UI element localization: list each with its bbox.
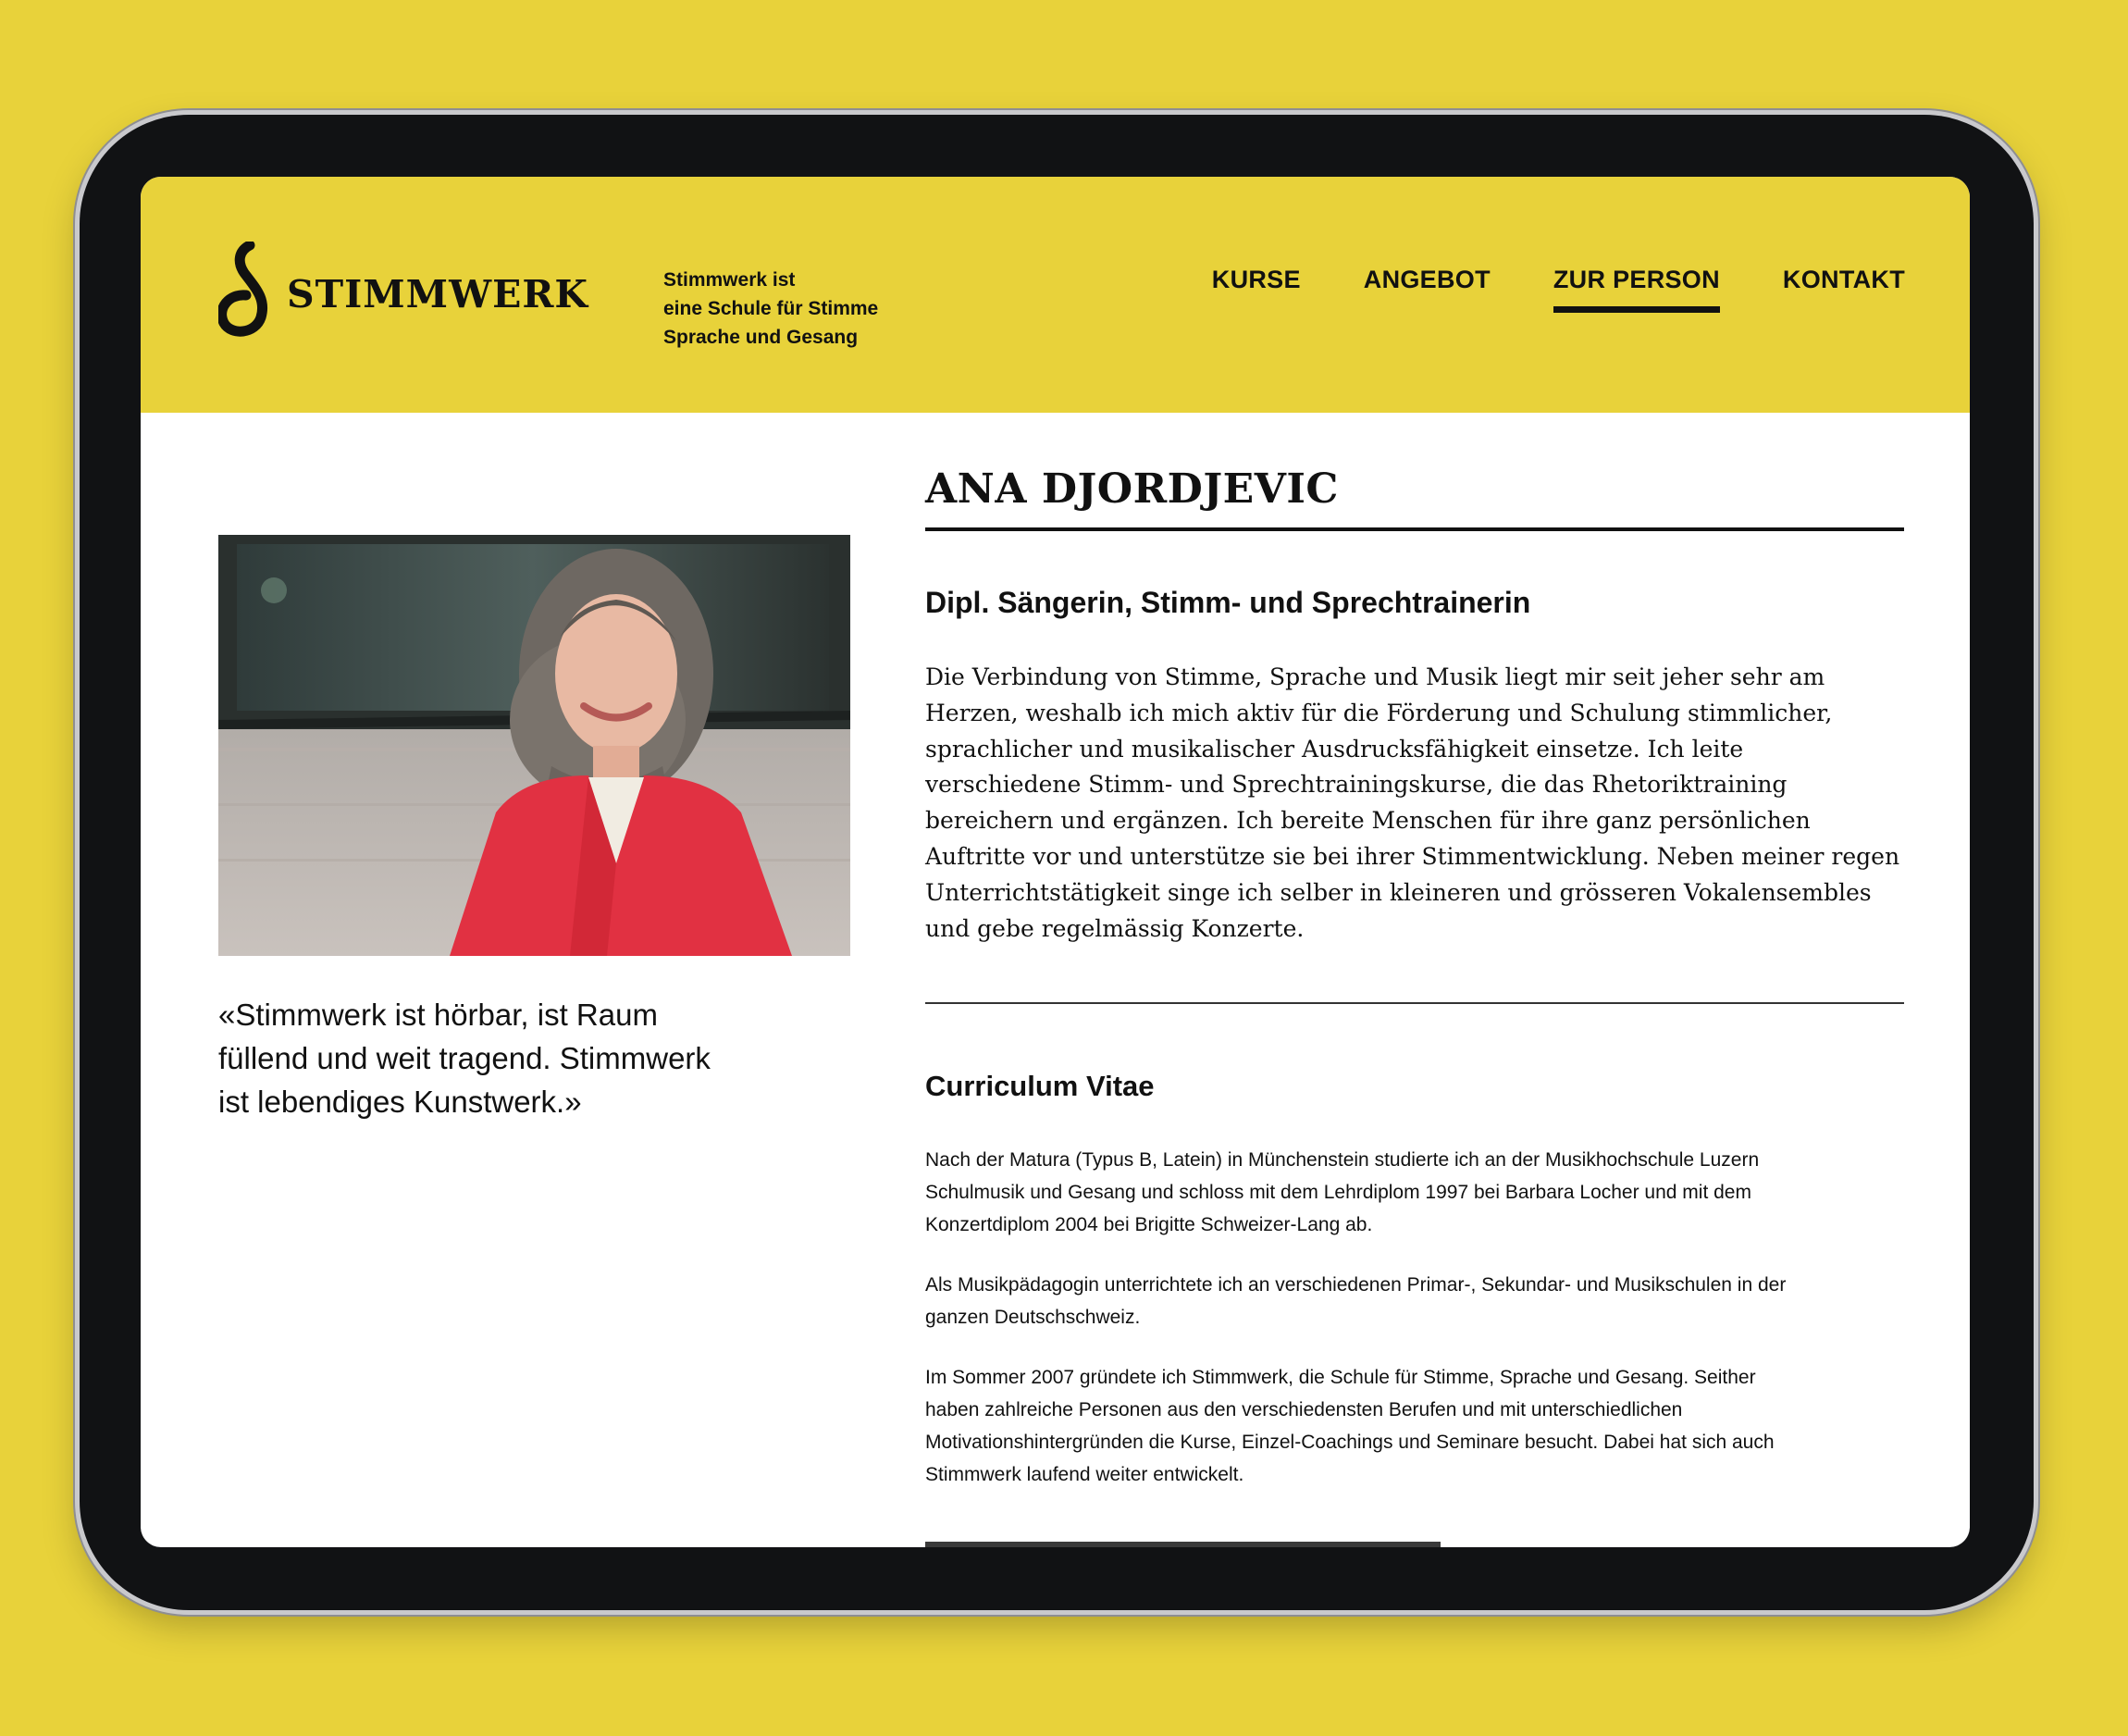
- logo-text: STIMMWERK: [287, 272, 589, 316]
- bio-paragraph: [925, 660, 1904, 947]
- scroll-edge-bar: [925, 1542, 1441, 1547]
- bio-line: Unterrichtstätigkeit singe ich selber in kleineren und grösseren Vokalensembles: [925, 878, 1872, 906]
- section-divider: [925, 1002, 1904, 1004]
- cv-paragraph: [925, 1144, 1904, 1241]
- cv-line: Konzertdiplom 2004 bei Brigitte Schweizer-Lang ab.: [925, 1214, 1373, 1235]
- portrait-photo: [218, 535, 850, 956]
- cv-line: Motivationshintergründen die Kurse, Einzel-Coachings und Seminare besucht. Dabei hat sich auch: [925, 1432, 1775, 1453]
- tagline: [663, 266, 922, 352]
- nav-item-zur-person[interactable]: ZUR PERSON: [1553, 266, 1720, 313]
- cv-line: Im Sommer 2007 gründete ich Stimmwerk, die Schule für Stimme, Sprache und Gesang. Seither: [925, 1367, 1756, 1388]
- portrait-image: [218, 535, 850, 956]
- logo-mark-icon: [218, 242, 268, 338]
- tagline-line: Sprache und Gesang: [663, 327, 859, 348]
- role-heading: Dipl. Sängerin, Stimm- und Sprechtrainerin: [925, 586, 1531, 619]
- browser-screen: [141, 177, 1970, 1547]
- main-nav: [1212, 266, 1905, 313]
- quote-line: «Stimmwerk ist hörbar, ist Raum: [218, 998, 658, 1032]
- quote: [218, 993, 773, 1123]
- cv-paragraph: [925, 1269, 1904, 1333]
- bio-line: und gebe regelmässig Konzerte.: [925, 914, 1305, 942]
- site-header: [141, 177, 1970, 413]
- quote-line: füllend und weit tragend. Stimmwerk: [218, 1041, 711, 1075]
- tagline-line: Stimmwerk ist: [663, 269, 796, 291]
- cv-line: Schulmusik und Gesang und schloss mit dem Lehrdiplom 1997 bei Barbara Locher und mit dem: [925, 1182, 1751, 1203]
- bio-line: verschiedene Stimm- und Sprechtrainingskurse, die das Rhetoriktraining: [925, 771, 1788, 799]
- bio-line: bereichern und ergänzen. Ich bereite Menschen für ihre ganz persönlichen: [925, 807, 1811, 835]
- tagline-line: eine Schule für Stimme: [663, 298, 879, 319]
- cv-paragraph: [925, 1361, 1904, 1491]
- cv-heading: Curriculum Vitae: [925, 1070, 1155, 1102]
- quote-line: ist lebendiges Kunstwerk.»: [218, 1085, 582, 1119]
- cv-line: Als Musikpädagogin unterrichtete ich an verschiedenen Primar-, Sekundar- und Musikschulen in der: [925, 1274, 1787, 1296]
- cv-line: ganzen Deutschschweiz.: [925, 1307, 1141, 1328]
- bio-line: sprachlicher und musikalischer Ausdrucksfähigkeit einsetze. Ich leite: [925, 735, 1744, 763]
- page-title: ANA DJORDJEVIC: [925, 465, 1904, 531]
- nav-item-kurse[interactable]: KURSE: [1211, 266, 1301, 293]
- cv-line: Stimmwerk laufend weiter entwickelt.: [925, 1464, 1244, 1485]
- logo[interactable]: [218, 242, 588, 338]
- bio-line: Die Verbindung von Stimme, Sprache und Musik liegt mir seit jeher sehr am: [925, 663, 1825, 690]
- nav-item-angebot[interactable]: ANGEBOT: [1363, 266, 1491, 293]
- nav-item-kontakt[interactable]: KONTAKT: [1782, 266, 1905, 293]
- bio-line: Herzen, weshalb ich mich aktiv für die Förderung und Schulung stimmlicher,: [925, 699, 1833, 726]
- cv-line: Nach der Matura (Typus B, Latein) in Münchenstein studierte ich an der Musikhochschule Luzern: [925, 1149, 1760, 1171]
- bio-line: Auftritte vor und unterstütze sie bei ihrer Stimmentwicklung. Neben meiner regen: [925, 842, 1900, 870]
- cv-line: haben zahlreiche Personen aus den verschiedensten Berufen und mit unterschiedlichen: [925, 1399, 1683, 1420]
